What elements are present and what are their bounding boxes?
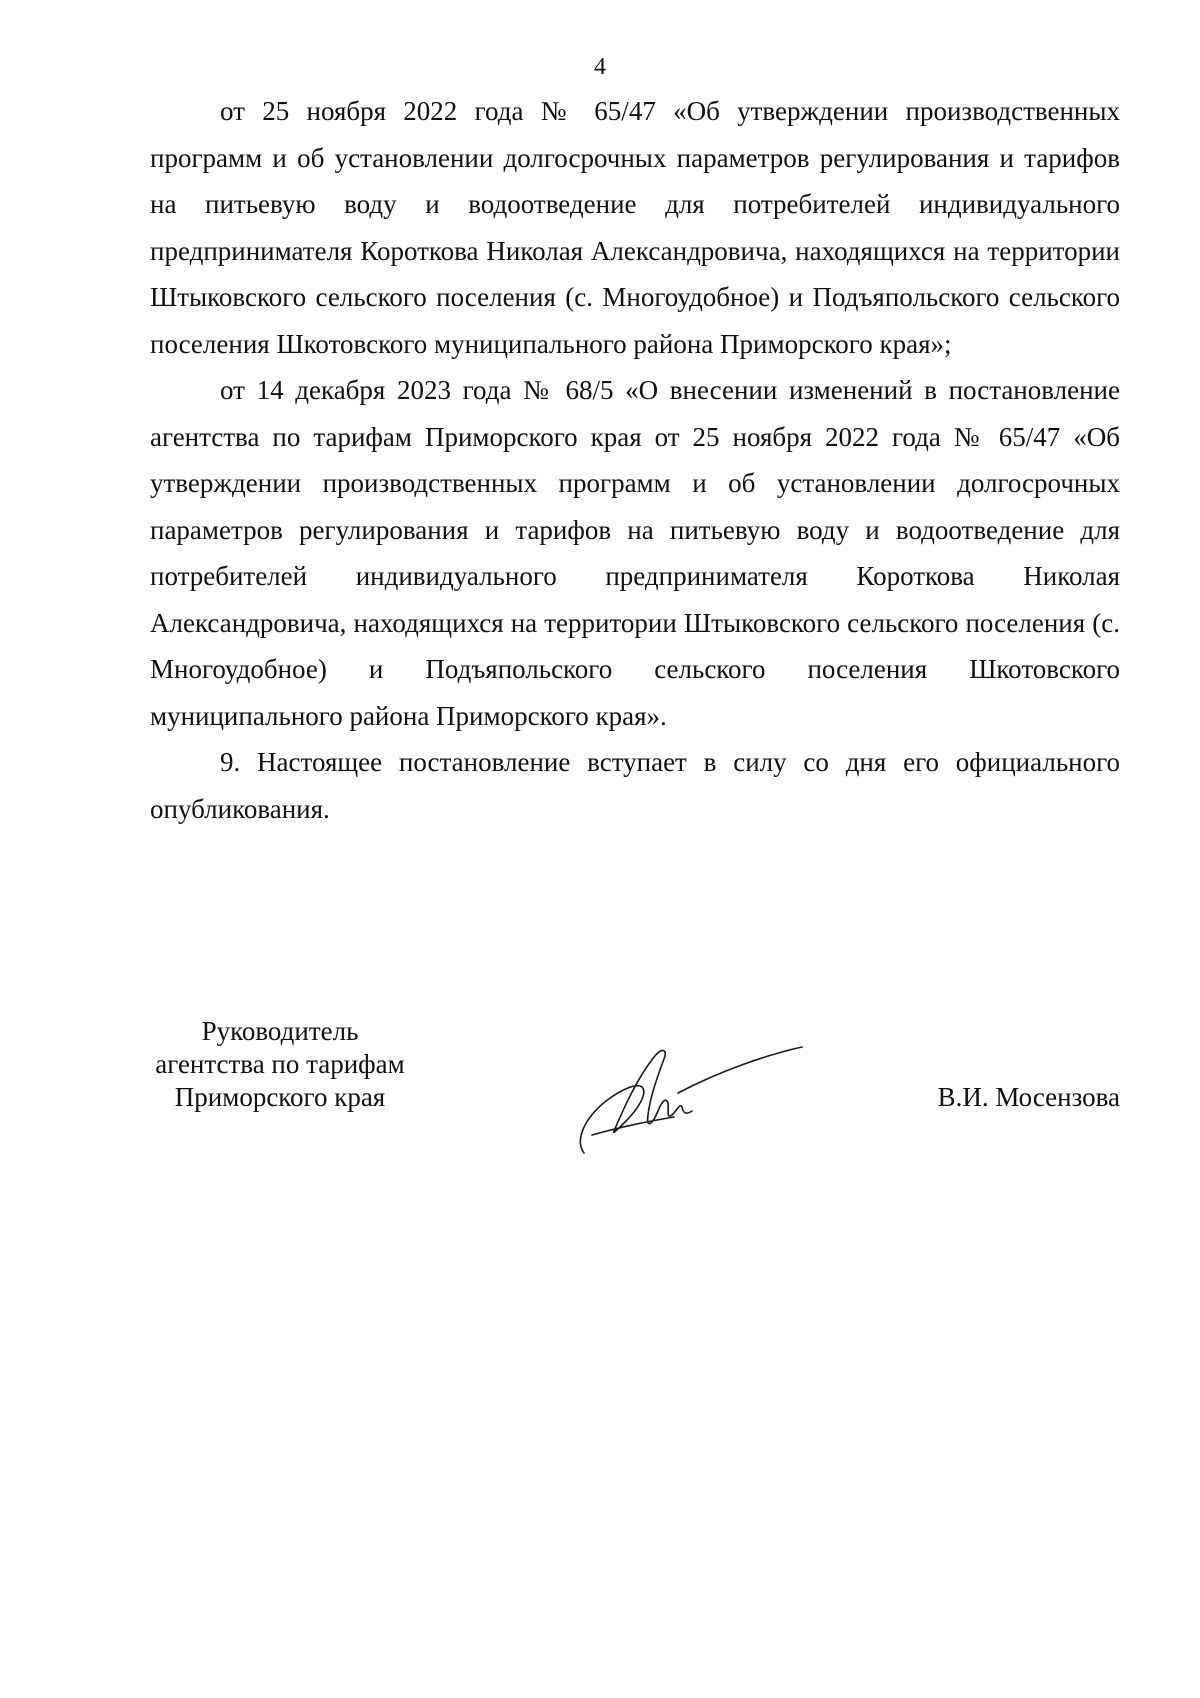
signatory-position-line: Приморского края [174, 1082, 386, 1112]
signatory-position [140, 1015, 420, 1114]
signatory-position-line: Руководитель [201, 1016, 359, 1046]
signature-block [140, 1015, 1120, 1165]
handwritten-signature [570, 1035, 810, 1165]
signatory-name: В.И. Мосензова [937, 1082, 1120, 1112]
paragraph-resolution-68-5: от 14 декабря 2023 года № 68/5 «О внесении изменений в постановление агентства по тарифам Приморского края от 25 ноября 2022 года № 65/47 «Об утверждении производственных программ и об установлении долгосрочных параметров регулирования и тарифов на питьевую воду и водоотведение для потребителей индивидуального предпринимателя Короткова Николая Александровича, находящихся на территории Штыковского сельского поселения (с. Многоудобное) и Подъяпольского сельского поселения Шкотовского муниципального района Приморского края». [150, 375, 1120, 731]
page-number: 4 [594, 54, 606, 80]
paragraph-entry-into-force: 9. Настоящее постановление вступает в силу со дня его официального опубликования. [150, 747, 1120, 824]
signatory-position-line: агентства по тарифам [155, 1049, 405, 1079]
document-body [150, 88, 1120, 832]
paragraph-resolution-65-47: от 25 ноября 2022 года № 65/47 «Об утверждении производственных программ и об установлении долгосрочных параметров регулирования и тарифов на питьевую воду и водоотведение для потребителей индивидуального предпринимателя Короткова Николая Александровича, находящихся на территории Штыковского сельского поселения (с. Многоудобное) и Подъяпольского сельского поселения Шкотовского муниципального района Приморского края»; [150, 96, 1120, 359]
